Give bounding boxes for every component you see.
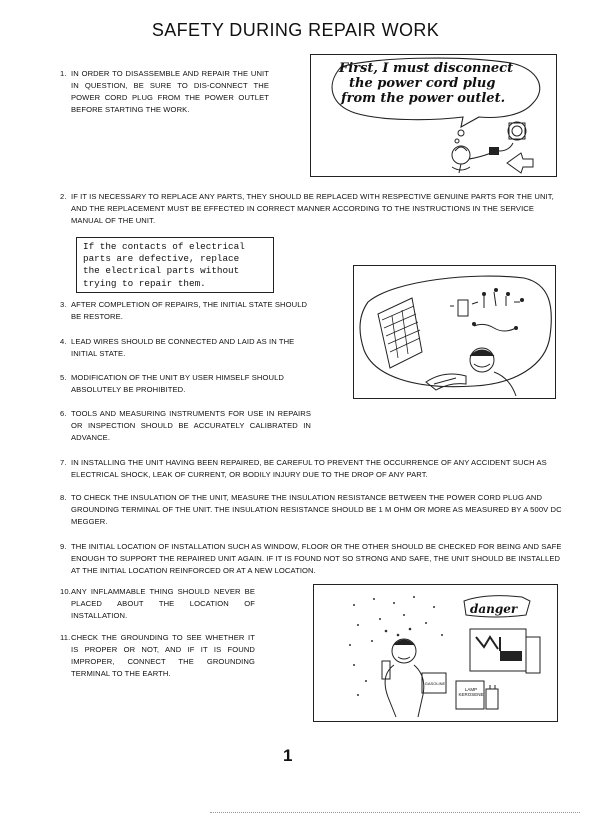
page-number: 1 bbox=[283, 746, 293, 765]
item-text: IN INSTALLING THE UNIT HAVING BEEN REPAIRED, BE CAREFUL TO PREVENT THE OCCURRENCE OF ANY ACCIDENT SUCH AS ELECTRICAL SHOCK, LEAK OF CURRENT, OR BODILY INJURY DUE TO THE DROP OF ANY PART. bbox=[71, 458, 547, 479]
item-number: 10. bbox=[60, 587, 71, 596]
item-text: IF IT IS NECESSARY TO REPLACE ANY PARTS, THEY SHOULD BE REPLACED WITH RESPECTIVE GENUINE PARTS FOR THE UNIT, AND THE REPLACEMENT MUST BE EFFECTED IN CORRECT MANNER ACCORDING TO THE INSTRUCTIONS IN THE SERVICE MANUAL OF THE UNIT. bbox=[71, 192, 554, 225]
safety-item-6 bbox=[60, 408, 311, 444]
item-number: 2. bbox=[60, 192, 67, 201]
bubble-line-2: the power cord plug bbox=[349, 76, 496, 91]
kerosene-label: LAMP KEROSENE bbox=[458, 687, 484, 697]
safety-item-10 bbox=[60, 586, 255, 622]
safety-item-5 bbox=[60, 372, 311, 396]
item-text: LEAD WIRES SHOULD BE CONNECTED AND LAID AS IN THE INITIAL STATE. bbox=[71, 337, 295, 358]
item-text: ANY INFLAMMABLE THING SHOULD NEVER BE PLACED ABOUT THE LOCATION OF INSTALLATION. bbox=[71, 587, 255, 620]
item-number: 5. bbox=[60, 373, 67, 382]
illustration-danger-inflammables bbox=[313, 584, 558, 722]
item-number: 6. bbox=[60, 409, 67, 418]
item-text: MODIFICATION OF THE UNIT BY USER HIMSELF SHOULD ABSOLUTELY BE PROHIBITED. bbox=[71, 373, 284, 394]
safety-item-9 bbox=[60, 541, 567, 577]
gasoline-label: GASOLINE bbox=[424, 681, 446, 686]
speech-bubble-text bbox=[339, 61, 513, 106]
item-number: 11. bbox=[60, 633, 71, 642]
safety-item-2 bbox=[60, 191, 567, 227]
illustration-replace-parts bbox=[353, 265, 556, 399]
danger-sign-text: danger bbox=[470, 602, 518, 616]
item-text: TO CHECK THE INSULATION OF THE UNIT, MEASURE THE INSULATION RESISTANCE BETWEEN THE POWER CORD PLUG AND GROUNDING TERMINAL OF THE UNIT. THE INSULATION RESISTANCE SHOULD BE 1 M OHM OR MORE AS MEASURED BY A 500V DC MEGGER. bbox=[71, 493, 562, 526]
page-title: SAFETY DURING REPAIR WORK bbox=[151, 20, 440, 40]
item-number: 4. bbox=[60, 337, 67, 346]
item-text: AFTER COMPLETION OF REPAIRS, THE INITIAL STATE SHOULD BE RESTORE. bbox=[71, 300, 308, 321]
note-box: If the contacts of electrical parts are defective, replace the electrical parts without trying to repair them. bbox=[76, 237, 274, 293]
item-number: 7. bbox=[60, 458, 67, 467]
danger-drawing bbox=[314, 585, 557, 721]
item-text: CHECK THE GROUNDING TO SEE WHETHER IT IS PROPER OR NOT, AND IF IT IS FOUND IMPROPER, CONNECT THE GROUNDING TERMINAL TO THE EARTH. bbox=[71, 633, 255, 678]
item-number: 1. bbox=[60, 69, 67, 78]
item-number: 3. bbox=[60, 300, 67, 309]
item-text: TOOLS AND MEASURING INSTRUMENTS FOR USE IN REPAIRS OR INSPECTION SHOULD BE ACCURATELY CALIBRATED IN ADVANCE. bbox=[71, 409, 311, 442]
safety-item-8 bbox=[60, 492, 567, 528]
safety-item-11 bbox=[60, 632, 255, 680]
bubble-line-3: from the power outlet. bbox=[341, 91, 506, 106]
bubble-line-1: First, I must disconnect bbox=[339, 61, 514, 76]
illustration-disconnect-plug bbox=[310, 54, 557, 177]
footer-rule bbox=[210, 812, 580, 813]
parts-drawing bbox=[354, 266, 555, 398]
safety-item-4 bbox=[60, 336, 311, 360]
item-text: IN ORDER TO DISASSEMBLE AND REPAIR THE UNIT IN QUESTION, BE SURE TO DIS-CONNECT THE POWER CORD PLUG FROM THE POWER OUTLET BEFORE STARTING THE WORK. bbox=[71, 69, 269, 114]
item-text: THE INITIAL LOCATION OF INSTALLATION SUCH AS WINDOW, FLOOR OR THE OTHER SHOULD BE CHECKED FOR BEING AND SAFE ENOUGH TO SUPPORT THE REPAIRED UNIT AGAIN. IF IT IS FOUND NOT SO STRONG AND SAFE, THE UNIT SHOULD BE INSTALLED AT THE INITIAL LOCATION REINFORCED OR AT A NEW LOCATION. bbox=[71, 542, 562, 575]
safety-item-7 bbox=[60, 457, 567, 481]
safety-item-1 bbox=[60, 68, 269, 116]
safety-item-3 bbox=[60, 299, 311, 323]
item-number: 9. bbox=[60, 542, 67, 551]
item-number: 8. bbox=[60, 493, 67, 502]
